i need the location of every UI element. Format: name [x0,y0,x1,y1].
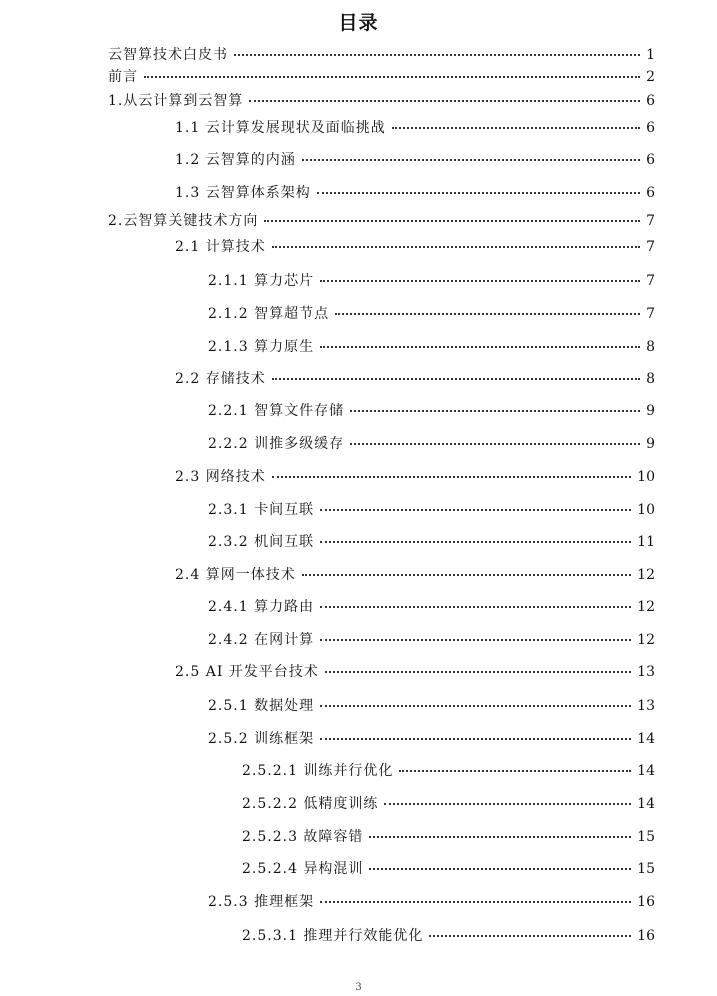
dot-leader [320,509,631,511]
toc-entry[interactable] [242,760,655,782]
toc-entry-page-number: 9 [646,403,655,419]
toc-entry-page-number: 15 [637,829,655,845]
toc-entry-label: 2.2.1 智算文件存储 [208,403,345,419]
toc-entry[interactable] [208,499,655,521]
dot-leader [350,410,640,412]
toc-entry-label: 2.5.2.3 故障容错 [242,829,364,845]
dot-leader [320,541,631,543]
toc-entry[interactable] [108,90,655,112]
toc-entry-label: 2.5.3.1 推理并行效能优化 [242,928,424,944]
toc-entry-label: 2.1.1 算力芯片 [208,273,315,289]
toc-entry-label: 2.1 计算技术 [175,239,266,255]
dot-leader [320,280,640,282]
toc-entry[interactable] [242,925,655,947]
toc-entry-page-number: 16 [637,894,655,910]
dot-leader [335,313,640,315]
toc-entry-page-number: 14 [637,796,655,812]
dot-leader [249,100,640,102]
dot-leader [320,901,631,903]
toc-entry-label: 2.5.2.1 训练并行优化 [242,763,394,779]
toc-entry[interactable] [208,629,655,651]
toc-entry[interactable] [208,596,655,618]
dot-leader [302,159,640,161]
dot-leader [272,476,631,478]
toc-entry[interactable] [108,210,655,232]
toc-entry[interactable] [108,66,655,88]
toc-entry-label: 2.3.2 机间互联 [208,534,315,550]
toc-entry-page-number: 14 [637,763,655,779]
toc-entry-label: 1.2 云智算的内涵 [175,152,296,168]
toc-entry-page-number: 7 [646,213,655,229]
toc-title: 目录 [338,12,379,34]
toc-entry-page-number: 8 [646,371,655,387]
dot-leader [264,220,640,222]
toc-entry-page-number: 7 [646,273,655,289]
toc-entry-page-number: 13 [637,664,655,680]
dot-leader [144,76,640,78]
dot-leader [320,639,631,641]
toc-entry-label: 2.云智算关键技术方向 [108,213,259,229]
toc-entry-page-number: 16 [637,928,655,944]
toc-entry[interactable] [175,117,655,139]
toc-entry-label: 前言 [108,69,138,85]
dot-leader [429,935,631,937]
toc-entry-label: 2.2.2 训推多级缓存 [208,436,345,452]
dot-leader [399,770,631,772]
toc-entry[interactable] [208,270,655,292]
toc-entry-page-number: 13 [637,698,655,714]
toc-entry-label: 2.2 存储技术 [175,371,266,387]
toc-entry-page-number: 11 [637,534,655,550]
toc-entry-label: 1.3 云智算体系架构 [175,185,311,201]
dot-leader [369,868,631,870]
toc-entry-page-number: 6 [646,93,655,109]
toc-entry[interactable] [208,728,655,750]
dot-leader [320,606,631,608]
toc-entry-page-number: 7 [646,306,655,322]
dot-leader [320,705,631,707]
toc-entry-label: 2.3 网络技术 [175,469,266,485]
toc-entry[interactable] [242,826,655,848]
toc-entry[interactable] [175,368,655,390]
toc-entry-page-number: 9 [646,436,655,452]
toc-entry-page-number: 2 [646,69,655,85]
toc-entry[interactable] [208,433,655,455]
toc-entry-label: 2.1.3 算力原生 [208,339,315,355]
toc-entry[interactable] [175,661,655,683]
toc-entry-page-number: 12 [637,599,655,615]
dot-leader [302,574,631,576]
toc-entry-page-number: 6 [646,152,655,168]
toc-entry-label: 云智算技术白皮书 [108,47,228,63]
toc-entry-label: 2.4.1 算力路由 [208,599,315,615]
toc-entry-label: 2.4.2 在网计算 [208,632,315,648]
dot-leader [392,127,640,129]
toc-entry-page-number: 15 [637,861,655,877]
toc-entry-label: 2.5.1 数据处理 [208,698,315,714]
toc-entry[interactable] [242,793,655,815]
toc-entry-page-number: 10 [637,502,655,518]
toc-entry-label: 1.从云计算到云智算 [108,93,244,109]
dot-leader [325,671,631,673]
toc-entry[interactable] [242,858,655,880]
toc-entry[interactable] [108,44,655,66]
page-number: 3 [355,982,362,993]
toc-entry-page-number: 1 [646,47,655,63]
dot-leader [272,378,640,380]
dot-leader [234,54,640,56]
toc-entry-label: 2.1.2 智算超节点 [208,306,330,322]
toc-entry-label: 2.5 AI 开发平台技术 [175,664,319,680]
toc-entry-page-number: 6 [646,120,655,136]
dot-leader [317,192,640,194]
toc-entry-label: 1.1 云计算发展现状及面临挑战 [175,120,386,136]
dot-leader [272,246,640,248]
toc-entry[interactable] [208,336,655,358]
toc-entry[interactable] [175,182,655,204]
dot-leader [320,738,631,740]
dot-leader [320,346,640,348]
toc-entry-label: 2.5.2.4 异构混训 [242,861,364,877]
toc-entry-page-number: 8 [646,339,655,355]
toc-entry[interactable] [175,236,655,258]
dot-leader [384,803,631,805]
toc-entry[interactable] [175,564,655,586]
toc-entry-label: 2.5.3 推理框架 [208,894,315,910]
toc-entry[interactable] [208,400,655,422]
toc-entry[interactable] [175,149,655,171]
toc-entry-page-number: 14 [637,731,655,747]
dot-leader [369,836,631,838]
toc-entry-label: 2.5.2.2 低精度训练 [242,796,379,812]
toc-entry-page-number: 7 [646,239,655,255]
dot-leader [350,443,640,445]
toc-entry-page-number: 12 [637,632,655,648]
toc-entry[interactable] [208,531,655,553]
toc-entry[interactable] [208,695,655,717]
toc-entry-label: 2.4 算网一体技术 [175,567,296,583]
toc-entry-page-number: 10 [637,469,655,485]
toc-entry-page-number: 6 [646,185,655,201]
toc-entry-label: 2.3.1 卡间互联 [208,502,315,518]
toc-entry[interactable] [208,891,655,913]
toc-entry[interactable] [175,466,655,488]
toc-entry-page-number: 12 [637,567,655,583]
toc-entry[interactable] [208,303,655,325]
toc-entry-label: 2.5.2 训练框架 [208,731,315,747]
